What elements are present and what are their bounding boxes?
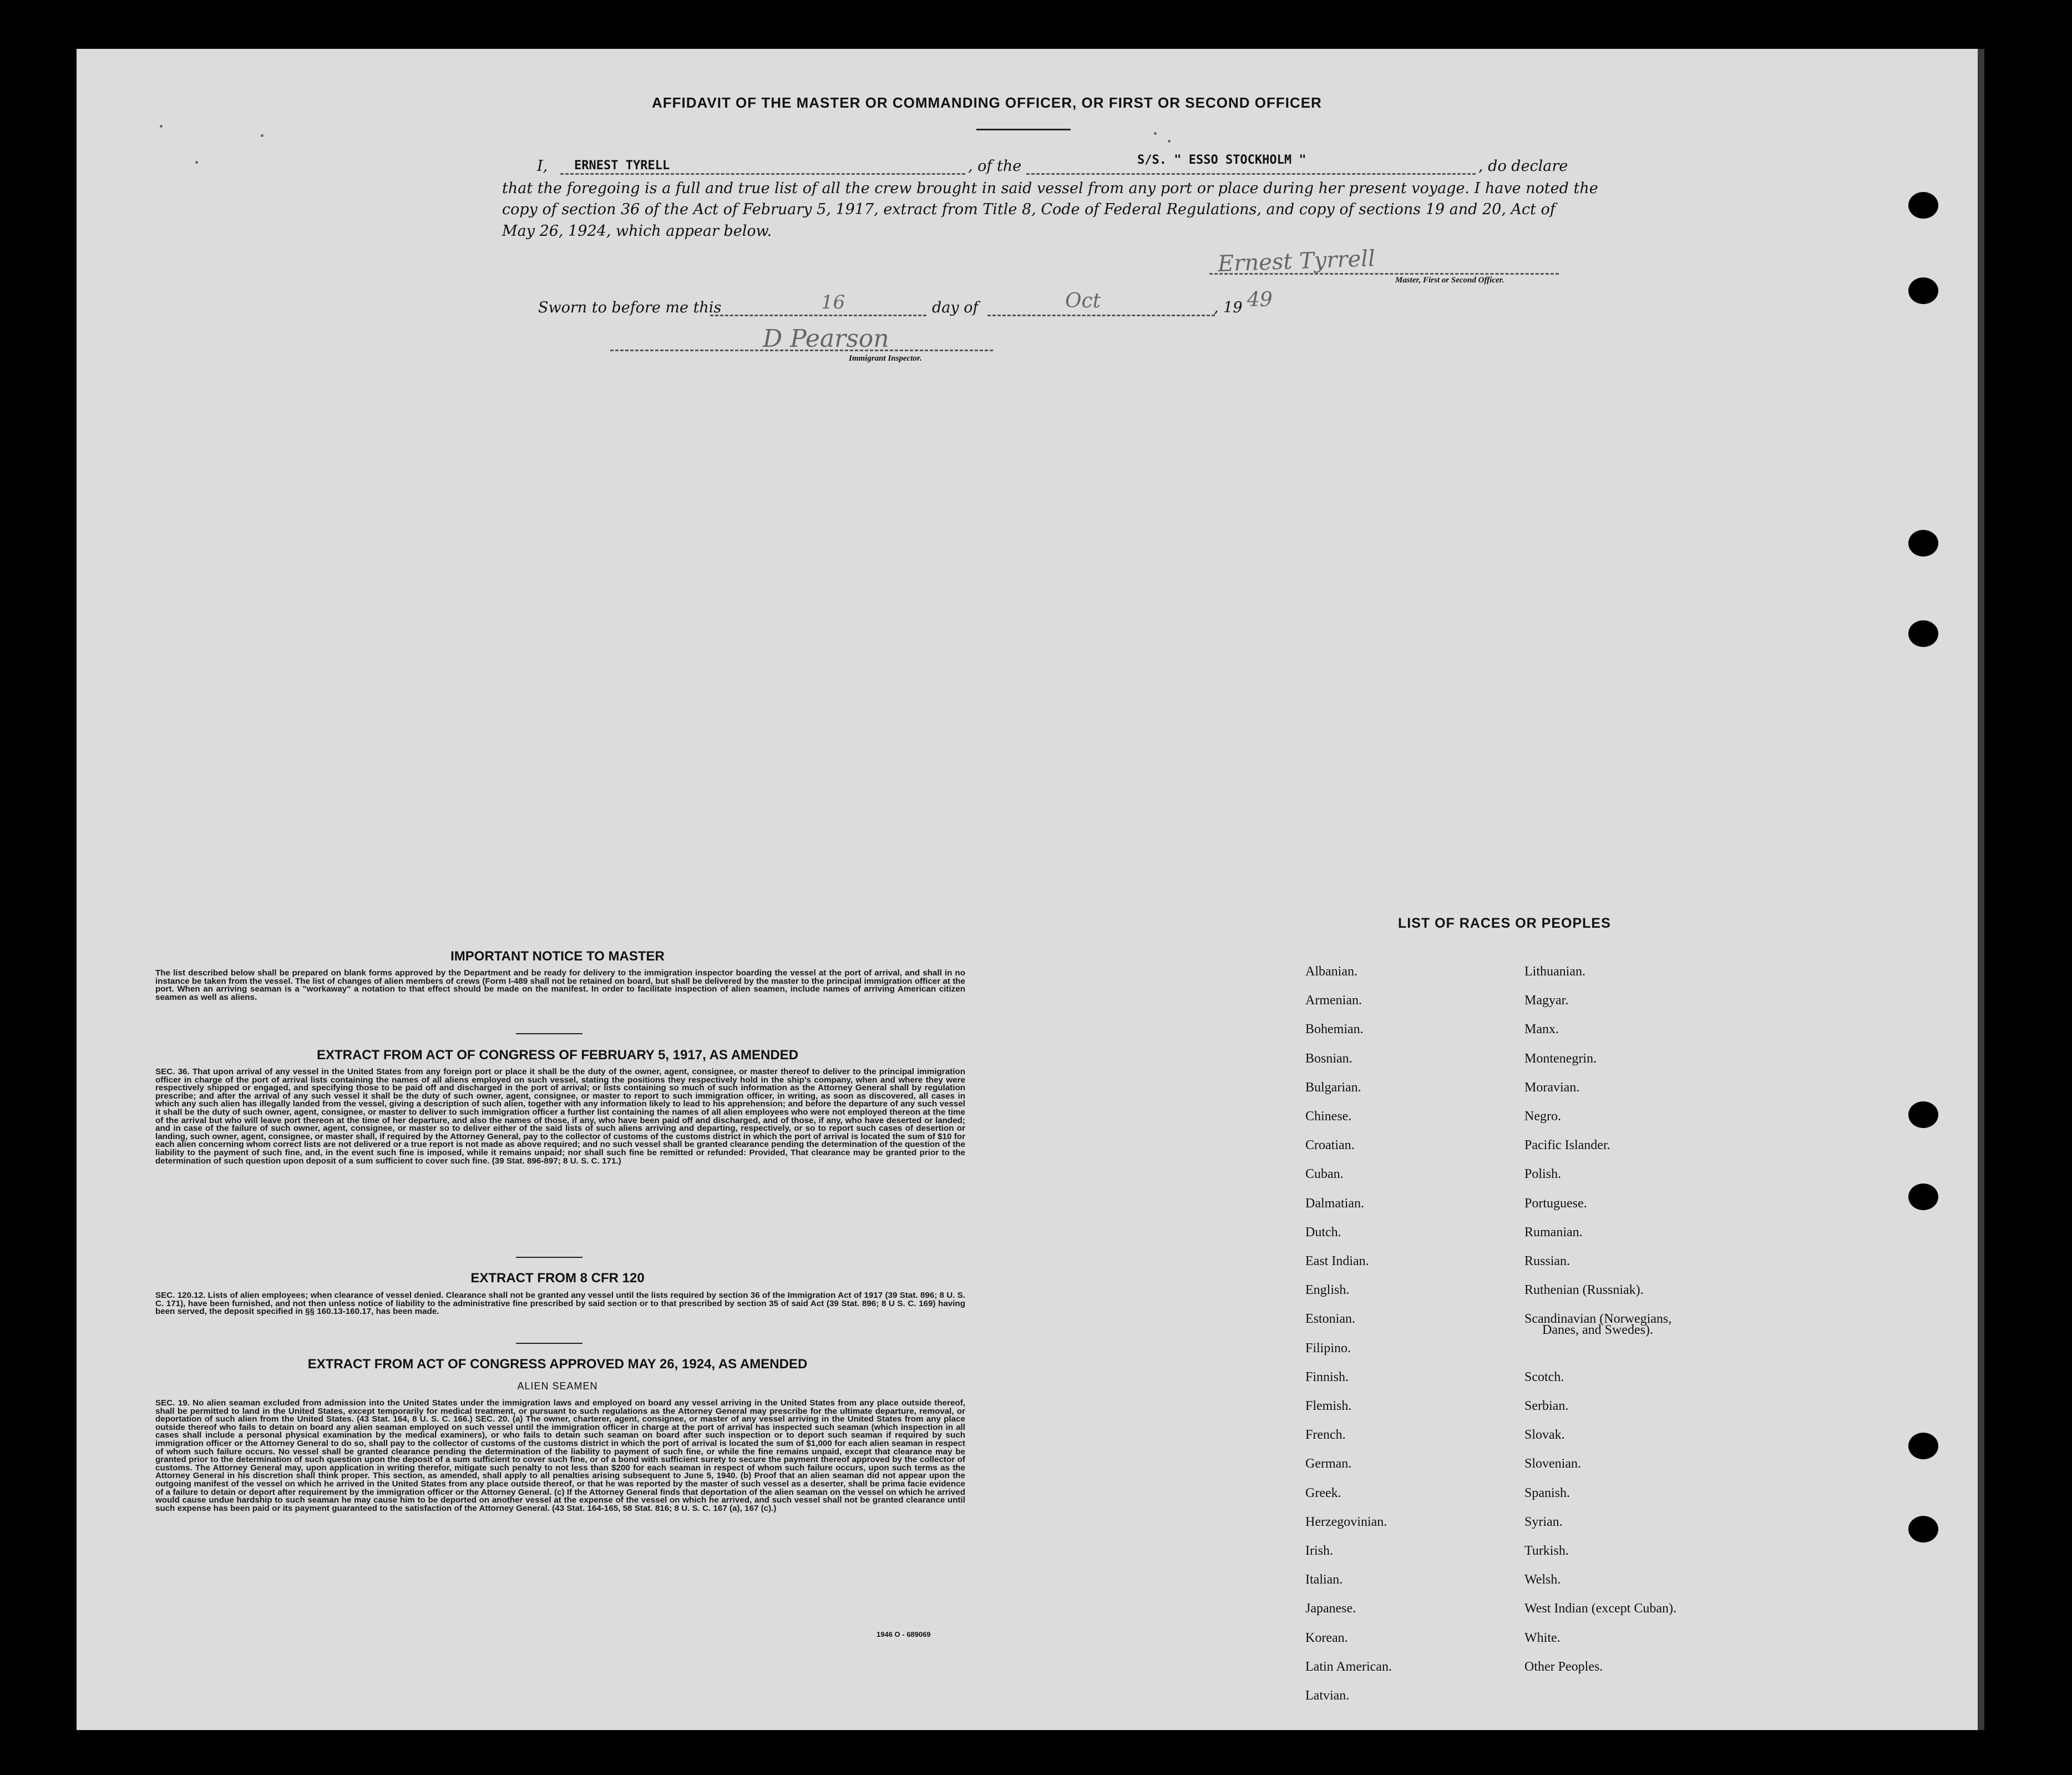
affidavit-body-line4: May 26, 1924, which appear below. (502, 222, 772, 240)
race-entry: Japanese. (1305, 1601, 1356, 1616)
notice-text: The list described below shall be prepared on blank forms approved by the Department and be ready for delivery to the immigration inspector boarding the vessel at the port of arrival, and shall in no instance be taken from the vessel. The list of changes of alien members of crews (Form I-489 shall not be retained on board, but shall be delivered by the master to the principal immigration officer at the port. When an arriving seaman is a "workaway" a notation to that effect should be made on the manifest. In order to facilitate inspection of alien seamen, include names of arriving American citizen seamen as well as aliens. (155, 968, 965, 1002)
binder-hole (1908, 192, 1938, 219)
vessel-name: S/S. " ESSO STOCKHOLM " (1137, 153, 1306, 167)
race-entry: East Indian. (1305, 1254, 1369, 1268)
sworn-prefix: Sworn to before me this (538, 299, 722, 316)
inspector-signature: D Pearson (763, 325, 889, 353)
day-of-label: day of (932, 299, 979, 316)
of-the-label: , of the (968, 158, 1022, 175)
race-entry: Croatian. (1305, 1138, 1355, 1153)
race-entry: German. (1305, 1457, 1352, 1471)
extract-cfr-text: SEC. 120.12. Lists of alien employees; when clearance of vessel denied. Clearance shall not be granted any vessel until the lists required by section 36 of the Immigration Act of 1917 (39 Stat. 896; 8 U. S. C. 171), have been furnished, and not then unless notice of liability to the administrative fine prescribed by said section or to that prescribed by section 35 of said Act (39 Stat. 896; 8 U S. C. 169) having been served, the deposit specified in §§ 160.13-160.17, has been made. (155, 1291, 965, 1317)
name-line (560, 173, 965, 175)
binder-hole (1908, 1516, 1938, 1543)
speck (261, 134, 264, 137)
race-entry: Serbian. (1524, 1399, 1569, 1413)
races-title: LIST OF RACES OR PEOPLES (1398, 916, 1611, 931)
extract1917-text: SEC. 36. That upon arrival of any vessel in the United States from any foreign port or place it shall be the duty of the owner, agent, consignee, or master thereof to deliver to the principal immigration officer in charge of the port of arrival lists containing the names of all aliens employed on such vessel, stating the positions they respectively hold in the ship's company, when and where they were respectively shipped or engaged, and specifying those to be paid off and discharged in the port of arrival; or lists containing so much of such information as the Attorney General shall by regulation prescribe; and after the arrival of any such vessel it shall be the duty of such owner, agent, consignee, or master to report to such immigration officer, in writing, as soon as discovered, all cases in which any such alien has illegally landed from the vessel, giving a description of such alien, together with any information likely to lead to his apprehension; and before the departure of any such vessel it shall be the duty of such owner, agent, consignee, or master to deliver to such immigration officer a further list containing the names of all alien employees who were not employed thereon at the time of the arrival but who will leave port thereon at the time of her departure, and also the names of those, if any, who have been paid off and discharged, and of those, if any, who have deserted or landed; and in case of the failure of such owner, agent, consignee, or master so to deliver either of the said lists of such aliens arriving and departing, respectively, or so to report such cases of desertion or landing, such owner, agent, consignee, or master shall, if required by the Attorney General, pay to the collector of customs of the customs district in which the port of arrival is located the sum of $10 for each alien concerning whom correct lists are not delivered or a true report is not made as above required; and no such vessel shall be granted clearance pending the determination of the question of the liability to the payment of such fine, and, in the event such fine is imposed, while it remains unpaid; nor shall such fine be remitted or refunded: Provided, That clearance may be granted prior to the determination of such question upon deposit of a sum sufficient to cover such fine. (39 Stat. 896-897; 8 U. S. C. 171.) (155, 1067, 965, 1166)
race-entry: Latin American. (1305, 1659, 1392, 1674)
race-entry: Flemish. (1305, 1399, 1352, 1413)
extract1917-title: EXTRACT FROM ACT OF CONGRESS OF FEBRUARY 5, 1917, AS AMENDED (316, 1048, 799, 1063)
binder-hole (1908, 1184, 1938, 1210)
race-entry: Magyar. (1524, 993, 1569, 1008)
race-entry: Dutch. (1305, 1225, 1341, 1240)
extract1924-text: SEC. 19. No alien seaman excluded from admission into the United States under the immigration laws and employed on board any vessel arriving in the United States from any place outside thereof, shall be permitted to land in the United States, except temporarily for medical treatment, or pursuant to such regulations as the Attorney General may prescribe for the ultimate departure, removal, or deportation of such alien from the United States. (43 Stat. 164, 8 U. S. C. 166.) SEC. 20. (a) The owner, charterer, agent, consignee, or master of any vessel arriving in the United States from any place outside thereof who fails to detain on board any alien seaman employed on such vessel until the immigration officer in charge at the port of arrival has inspected such seaman (which inspection in all cases shall include a personal physical examination by the medical examiners), or who fails to detain such seaman on board after such inspection or to deport such seaman if required by such immigration officer or the Attorney General to do so, shall pay to the collector of customs of the customs district in which the port of arrival is located the sum of $1,000 for each alien seaman in respect of whom such failure occurs. No vessel shall be granted clearance pending the determination of the liability to payment of such fine, or while the fine remains unpaid, except that clearance may be granted prior to the determination of such question upon the deposit of a sum sufficient to cover such fine, or of a bond with sufficient surety to secure the payment thereof approved by the collector of customs. The Attorney General may, upon application in writing therefor, mitigate such penalty to not less than $200 for each seaman in respect of whom such failure occurs, upon such terms as the Attorney General in his discretion shall think proper. This section, as amended, shall apply to all penalties arising subsequent to June 5, 1940. (b) Proof that an alien seaman did not appear upon the outgoing manifest of the vessel on which he arrived in the United States from any place outside thereof, or that he was reported by the master of such vessel as a deserter, shall be prima facie evidence of a failure to detain or deport after requirement by the immigration officer or the Attorney General. (c) If the Attorney General finds that deportation of the alien seaman on the vessel on which he arrived would cause undue hardship to such seaman he may cause him to be deported on another vessel at the expense of the vessel on which he arrived, and such vessel shall not be granted clearance until such expense has been paid or its payment guaranteed to the satisfaction of the Attorney General. (43 Stat. 164-165, 58 Stat. 816; 8 U. S. C. 167 (a), 167 (c).) (155, 1398, 965, 1513)
race-entry: Spanish. (1524, 1485, 1571, 1500)
binder-hole (1908, 277, 1938, 304)
race-entry: Korean. (1305, 1630, 1348, 1645)
binder-hole (1908, 1433, 1938, 1459)
race-entry: Slovak. (1524, 1428, 1565, 1443)
affidavit-title: AFFIDAVIT OF THE MASTER OR COMMANDING OFFICER, OR FIRST OR SECOND OFFICER (652, 94, 1322, 111)
extract-cfr-rule (516, 1343, 582, 1344)
extract-cfr-title: EXTRACT FROM 8 CFR 120 (470, 1271, 645, 1286)
race-entry: Scotch. (1524, 1369, 1564, 1384)
notice-title: IMPORTANT NOTICE TO MASTER (450, 949, 665, 964)
race-entry: Pacific Islander. (1524, 1138, 1610, 1153)
race-entry: English. (1305, 1283, 1350, 1298)
race-entry: White. (1524, 1630, 1561, 1645)
do-declare-label: , do declare (1478, 158, 1568, 175)
sworn-day-line (710, 315, 926, 316)
race-entry: Herzegovinian. (1305, 1514, 1387, 1529)
race-entry: Moravian. (1524, 1080, 1580, 1095)
race-entry: Manx. (1524, 1022, 1559, 1037)
print-code: 1946 O - 689069 (877, 1630, 931, 1639)
race-entry: Estonian. (1305, 1312, 1355, 1327)
race-entry: Turkish. (1524, 1544, 1569, 1558)
speck (1168, 140, 1171, 143)
vessel-line (1026, 173, 1476, 175)
race-entry: Dalmatian. (1305, 1196, 1364, 1211)
race-entry: Negro. (1524, 1109, 1561, 1124)
race-entry: Finnish. (1305, 1369, 1349, 1384)
extract1924-subtitle: ALIEN SEAMEN (517, 1380, 598, 1392)
race-entry: Ruthenian (Russniak). (1524, 1283, 1644, 1298)
race-entry: Albanian. (1305, 964, 1357, 979)
extract1924-title: EXTRACT FROM ACT OF CONGRESS APPROVED MAY 26, 1924, AS AMENDED (307, 1357, 808, 1372)
race-entry: Cuban. (1305, 1167, 1344, 1182)
title-rule (976, 129, 1071, 130)
race-entry: Armenian. (1305, 993, 1362, 1008)
speck (1154, 132, 1157, 135)
race-entry: Portuguese. (1524, 1196, 1587, 1211)
race-entry: Filipino. (1305, 1341, 1351, 1356)
sworn-month-line (987, 315, 1215, 316)
race-entry: Irish. (1305, 1544, 1333, 1558)
race-entry: French. (1305, 1428, 1346, 1443)
master-name: ERNEST TYRELL (574, 159, 670, 173)
binder-hole (1908, 530, 1938, 557)
race-entry: Bulgarian. (1305, 1080, 1361, 1095)
master-signature: Ernest Tyrrell (1217, 246, 1376, 277)
race-entry: Latvian. (1305, 1688, 1350, 1703)
affidavit-body-line3: copy of section 36 of the Act of February 5, 1917, extract from Title 8, Code of Federal Regulations, and copy of sections 19 and 20, Act of (502, 201, 1556, 218)
race-entry: Italian. (1305, 1572, 1343, 1587)
sworn-day: 16 (821, 291, 845, 313)
race-entry: Chinese. (1305, 1109, 1352, 1124)
race-entry: Rumanian. (1524, 1225, 1583, 1240)
speck (195, 161, 198, 164)
race-entry: Scandinavian (Norwegians, (1524, 1312, 1672, 1327)
extract1917-rule (516, 1257, 582, 1258)
race-entry: West Indian (except Cuban). (1524, 1601, 1676, 1616)
master-signature-caption: Master, First or Second Officer. (1395, 276, 1504, 285)
sworn-year: 49 (1247, 289, 1273, 311)
race-entry-continuation: Danes, and Swedes). (1542, 1323, 1653, 1337)
race-entry: Montenegrin. (1524, 1051, 1597, 1066)
race-entry: Bohemian. (1305, 1022, 1364, 1037)
race-entry: Lithuanian. (1524, 964, 1585, 979)
binder-hole (1908, 620, 1938, 647)
race-entry: Greek. (1305, 1485, 1341, 1500)
page-edge (1978, 49, 1984, 1730)
race-entry: Syrian. (1524, 1514, 1563, 1529)
race-entry: Bosnian. (1305, 1051, 1352, 1066)
speck (160, 125, 163, 128)
race-entry: Russian. (1524, 1254, 1571, 1268)
race-entry: Polish. (1524, 1167, 1562, 1182)
inspector-caption: Immigrant Inspector. (849, 354, 922, 363)
sworn-month: Oct (1065, 290, 1101, 312)
race-entry: Slovenian. (1524, 1457, 1581, 1471)
year-prefix: , 19 (1214, 299, 1243, 316)
affidavit-body-line2: that the foregoing is a full and true list of all the crew brought in said vessel from any port or place during her present voyage. I have noted the (502, 180, 1598, 197)
notice-rule (516, 1033, 582, 1034)
race-entry: Welsh. (1524, 1572, 1561, 1587)
i-prefix: I, (537, 158, 548, 175)
binder-hole (1908, 1101, 1938, 1128)
race-entry: Other Peoples. (1524, 1659, 1603, 1674)
